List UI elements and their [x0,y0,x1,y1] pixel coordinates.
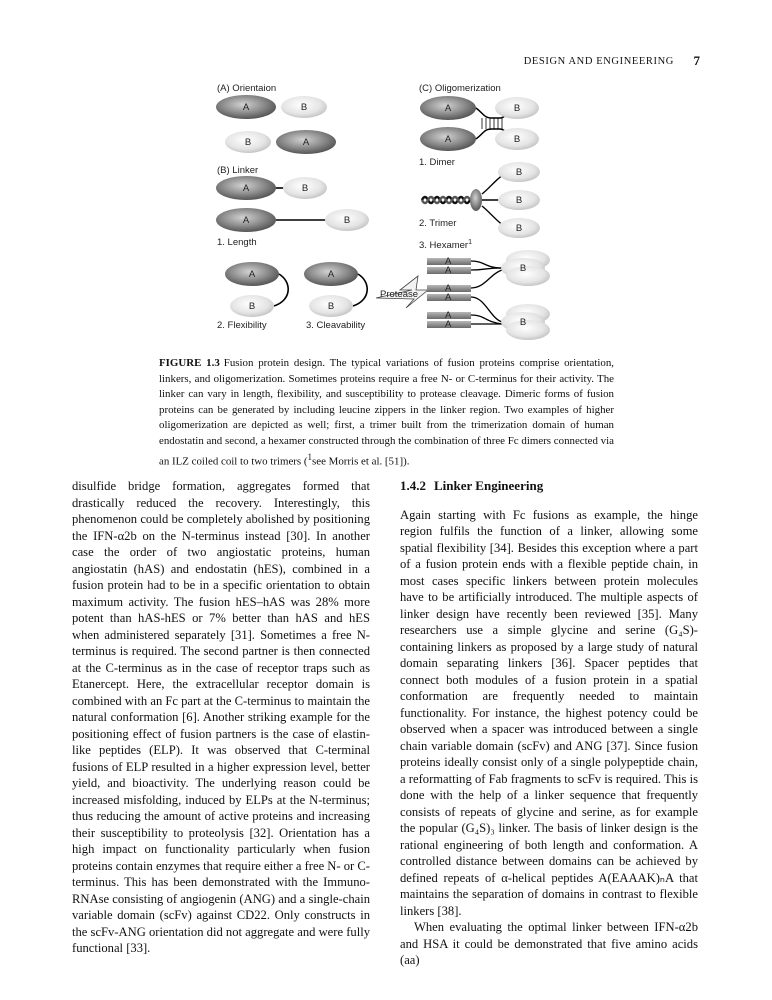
svg-text:B: B [244,137,252,148]
section-heading [400,478,698,495]
svg-text:B: B [515,195,523,206]
caption-text-2: see Morris et al. [51]). [312,455,410,468]
left-column [72,478,370,957]
svg-text:B: B [513,134,521,145]
svg-text:B: B [300,102,308,113]
panel-c-title: (C) Oligomerization [419,83,501,94]
svg-text:A: A [242,183,250,194]
svg-text:B: B [327,301,335,312]
orientation-construct-2 [225,130,336,154]
svg-text:A: A [444,103,452,114]
caption-superscript: 1 [307,451,313,462]
panel-a-title: (A) Orientaion [217,83,277,94]
svg-text:A: A [445,283,452,294]
section-title: Linker Engineering [434,478,544,493]
svg-text:A: A [302,137,310,148]
svg-text:A: A [242,215,250,226]
page-header [0,52,700,72]
linker-short [216,176,327,200]
protease-lightning-icon [376,276,428,308]
left-paragraph-1: disulfide bridge formation, aggregates formed that drastically reduced the recovery. Interestingly, this phenomenon could be completely abolished by positioning the IFN-α2b on the N-terminus instead [30]. In another case the order of two angiostatic proteins, human angiostatin (hAS) and endostatin (hES), combined in a fusion protein had to be in a specific orientation to obtain maximum activity. The fusion hES–hAS was 28% more potent than hAS-hES or 7% better than hAS and hES when administered separately [31]. Sometimes a free N-terminus is required. The second partner is then connected at the C-terminus as in the case of receptor traps such as Etanercept. Here, the extracellular receptor domain is combined with an Fc part at the C-terminus to maintain the natural conformation [6]. Another striking example for the positioning effect of fusion partners is the case of elastin-like peptides (ELP). It was observed that C-terminal fusions of ELP resulted in a higher expression level, better yield, and bioactivity. The underlying reason could be increased misfolding, induced by ELPs at the N-terminus; thus reducing the amount of active proteins and increasing their susceptibility to proteolysis [32]. Orientation has a high impact on functionality particularly when fusion proteins contain enzymes that require either a free N- or C-terminus. This has been demonstrated with the Immuno-RNAse consisting of angiogenin (ANG) and a single-chain variable domain (scFv) against CD22. Only constructs in the scFv-ANG orientation did not aggregate and were fully functional [33]. [72,479,370,955]
svg-text:B: B [248,301,256,312]
label-trimer: 2. Trimer [419,218,457,229]
right-column [400,478,698,969]
section-number: 1.4.2 [400,478,426,493]
linker-cleavable [304,262,367,317]
svg-text:B: B [519,317,527,328]
right-paragraph-1: Again starting with Fc fusions as example, the hinge region fulfils the function of a linker, allowing some spatial flexibility [34]. Besides this exception where a part of a fusion protein ends with a flexible peptide chain, in most cases specific linkers between protein molecules have to be artificially introduced. The multiple aspects of linker design have recently been reviewed [35]. Many researchers use a simple glycine and serine (G₄S)-containing linkers as proposed by a large study of natural domain separating linkers [36]. Spacer peptides that connect both modules of a fusion protein in a spatial conformation are frequently needed to maintain functionality. For instance, the highest potency could be observed when a spacer was introduced between a single chain variable domain (scFv) and ANG [37]. Since fusion proteins ideally consist only of a single polypeptide chain, a reformatting of Fab fragments to scFv is required. This is done with the help of a linker sequence that frequently consists of repeats of glycine and serine, as for example the popular (G₄S)₃ linker. The basis of linker design is the rational engineering of both length and conformation. A controlled distance between domains can be achieved by defined repeats of α-helical peptides A(EAAAK)ₙA that maintains the separation of domains in contrast to flexible linkers [38]. [400,507,698,918]
svg-text:A: A [327,269,335,280]
svg-text:B: B [519,263,527,274]
svg-text:B: B [343,215,351,226]
label-cleavability: 3. Cleavability [306,320,366,331]
hexamer-construct [427,250,550,340]
svg-text:A: A [445,310,452,321]
figure-caption [159,356,614,470]
svg-text:A: A [242,102,250,113]
panel-b-title: (B) Linker [217,165,259,176]
label-hexamer: 3. Hexamer$^1$ [419,239,473,251]
fusion-protein-figure [200,78,560,340]
svg-text:B: B [515,167,523,178]
protease-label: Protease [380,289,419,300]
svg-text:B: B [513,103,521,114]
linker-long [216,208,369,232]
svg-text:A: A [248,269,256,280]
linker-flexible [225,262,288,317]
svg-text:A: A [444,134,452,145]
svg-text:A: A [445,292,452,303]
right-paragraph-2: When evaluating the optimal linker between IFN-α2b and HSA it could be demonstrated that five amino acids (aa) [400,920,698,967]
svg-text:A: A [445,319,452,330]
dimer-construct [420,96,539,151]
label-length: 1. Length [217,237,257,248]
svg-text:B: B [515,223,523,234]
svg-text:A: A [445,265,452,276]
svg-text:A: A [445,256,452,267]
svg-text:B: B [301,183,309,194]
caption-text-1: Fusion protein design. The typical variations of fusion proteins comprise orientation, linkers, and oligomerization. Sometimes proteins require a free N- or C-terminus for their activity. The linker can vary in length, flexibility, and susceptibility to protease cleavage. Dimeric forms of fusion proteins can be generated by including leucine zippers in the linker region. Two examples of higher oligomerization are depicted as well; first, a trimer built from the trimerization domain of human endostatin and second, a hexamer constructed through the combination of three Fc dimers connected via an ILZ coiled coil to two trimers ( [159,357,614,468]
figure-label: FIGURE 1.3 [159,357,220,369]
running-head: DESIGN AND ENGINEERING [523,56,674,67]
label-dimer: 1. Dimer [419,157,455,168]
page-number: 7 [693,53,700,68]
label-flexibility: 2. Flexibility [217,320,267,331]
orientation-construct-1 [216,95,327,119]
